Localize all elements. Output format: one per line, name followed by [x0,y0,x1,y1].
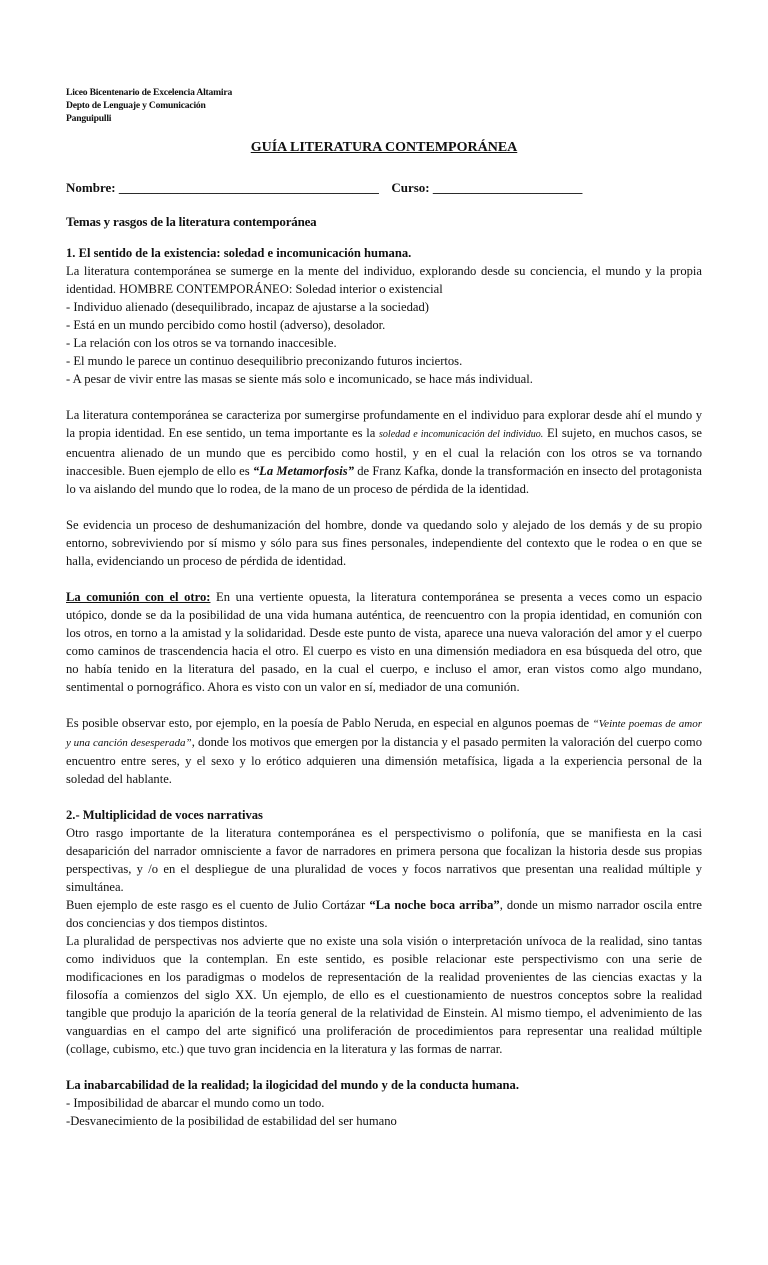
section2-paragraph-2: Buen ejemplo de este rasgo es el cuento de Julio Cortázar “La noche boca arriba”, donde un mismo narrador oscila entre dos conciencias y dos tiempos distintos. [66,898,702,930]
curso-blank: _______________________ [432,180,583,195]
work-title-veinte-poemas: “Veinte poemas de amor y una canción desesperada” [66,718,702,749]
list-item: - Imposibilidad de abarcar el mundo como un todo. [66,1096,325,1110]
section1-intro: La literatura contemporánea se sumerge en la mente del individuo, explorando desde su conciencia, el mundo y la propia identidad. HOMBRE CONTEMPORÁNEO: Soledad interior o existencial [66,264,702,296]
city: Panguipulli [66,113,112,124]
work-title-metamorfosis: “La Metamorfosis” [252,464,355,478]
school-name: Liceo Bicentenario de Excelencia Altamira [66,87,233,98]
bullet-item: - Individuo alienado (desequilibrado, incapaz de ajustarse a la sociedad) [66,300,429,314]
bullet-item: - A pesar de vivir entre las masas se siente más solo e incomunicado, se hace más individual. [66,372,533,386]
school-header [66,86,232,125]
student-form-line [66,180,582,196]
section1-heading: 1. El sentido de la existencia: soledad e incomunicación humana. [66,246,412,260]
bullet-item: - El mundo le parece un continuo desequilibrio preconizando futuros inciertos. [66,354,463,368]
section1-paragraph-5: Es posible observar esto, por ejemplo, en la poesía de Pablo Neruda, en especial en algunos poemas de “Veinte poemas de amor y una canción desesperada”, donde los motivos que emergen por la distancia y el pasado permiten la valoración del cuerpo como encuentro entre seres, y el sexo y lo erótico adquieren una dimensión metafísica, ligada a la experiencia personal de la soledad del hablante. [66,716,702,786]
temas-heading: Temas y rasgos de la literatura contemporánea [66,214,317,229]
nombre-blank: ________________________________________ [118,180,379,195]
department: Depto de Lenguaje y Comunicación [66,100,206,111]
section2-heading: 2.- Multiplicidad de voces narrativas [66,808,263,822]
bullet-item: - La relación con los otros se va tornando inaccesible. [66,336,337,350]
section2-paragraph-1: Otro rasgo importante de la literatura contemporánea es el perspectivismo o polifonía, que se manifiesta en la casi desaparición del narrador omnisciente a favor de narradores en primera persona que focalizan la historia desde sus propias perspectivas, y /o en el despliegue de una pluralidad de voces y focos narrativos que presentan una realidad múltiple y simultánea. [66,826,702,894]
page-title: GUÍA LITERATURA CONTEMPORÁNEA [250,140,518,155]
work-title-noche-boca-arriba: “La noche boca arriba” [369,898,500,912]
bullet-item: - Está en un mundo percibido como hostil (adverso), desolador. [66,318,386,332]
section1-paragraph-4: La comunión con el otro: En una vertiente opuesta, la literatura contemporánea se presenta a veces como un espacio utópico, donde se da la posibilidad de una vida humana auténtica, de reencuentro con la propia identidad, en comunión con los otros, en torno a la amistad y la solidaridad. Desde este punto de vista, aparece una nueva valoración del amor y el cuerpo como caminos de trascendencia hacia el otro. El cuerpo es visto en una dimensión mediadora en esa búsqueda del otro, que no había tenido en la literatura del pasado, en la cual el cuerpo, e incluso el amor, eran vistos como algo mundano, sentimental o pornográfico. Ahora es visto con un valor en sí, mediador de una comunión. [66,590,702,694]
section3-heading: La inabarcabilidad de la realidad; la ilogicidad del mundo y de la conducta humana. [66,1078,519,1092]
emphasis-soledad: soledad e incomunicación del individuo. [379,429,544,440]
list-item: -Desvanecimiento de la posibilidad de estabilidad del ser humano [66,1114,397,1128]
comunion-label: La comunión con el otro: [66,590,211,604]
curso-label: Curso: [391,180,430,195]
document-body [66,244,702,1130]
section2-paragraph-3: La pluralidad de perspectivas nos advierte que no existe una sola visión o interpretación unívoca de la realidad, sino tantas como individuos que la contemplan. En este sentido, es posible relacionar este perspectivismo con una serie de modificaciones en los paradigmas o modelos de representación de la realidad provenientes de las ciencias exactas y la filosofía a comienzos del siglo XX. Un ejemplo, de ello es el cuestionamiento de nuestros conceptos sobre la realidad tangible que produjo la aparición de la teoría general de la relatividad de Einstein. Al mismo tiempo, el advenimiento de las vanguardias en el campo del arte significó una proliferación de procedimientos para representar una realidad múltiple (collage, cubismo, etc.) que tuvo gran incidencia en la literatura y las formas de narrar. [66,934,702,1056]
section1-paragraph-3: Se evidencia un proceso de deshumanización del hombre, donde va quedando solo y alejado de los demás y de su propio entorno, sobreviviendo por sí mismo y sólo para sus fines personales, independiente del contexto que le rodea o en que se halla, evidenciando un proceso de pérdida de identidad. [66,518,702,568]
nombre-label: Nombre: [66,180,116,195]
section1-paragraph-2: La literatura contemporánea se caracteriza por sumergirse profundamente en el individuo para explorar desde ahí el mundo y la propia identidad. En ese sentido, un tema importante es la soledad e incomunicación del individuo. El sujeto, en muchos casos, se encuentra alienado de un mundo que es percibido como hostil, y en el cual la relación con los otros se va tornando inaccesible. Buen ejemplo de ello es “La Metamorfosis” de Franz Kafka, donde la transformación en insecto del protagonista lo va aislando del mundo que lo rodea, de la mano de un proceso de pérdida de la identidad. [66,408,702,496]
